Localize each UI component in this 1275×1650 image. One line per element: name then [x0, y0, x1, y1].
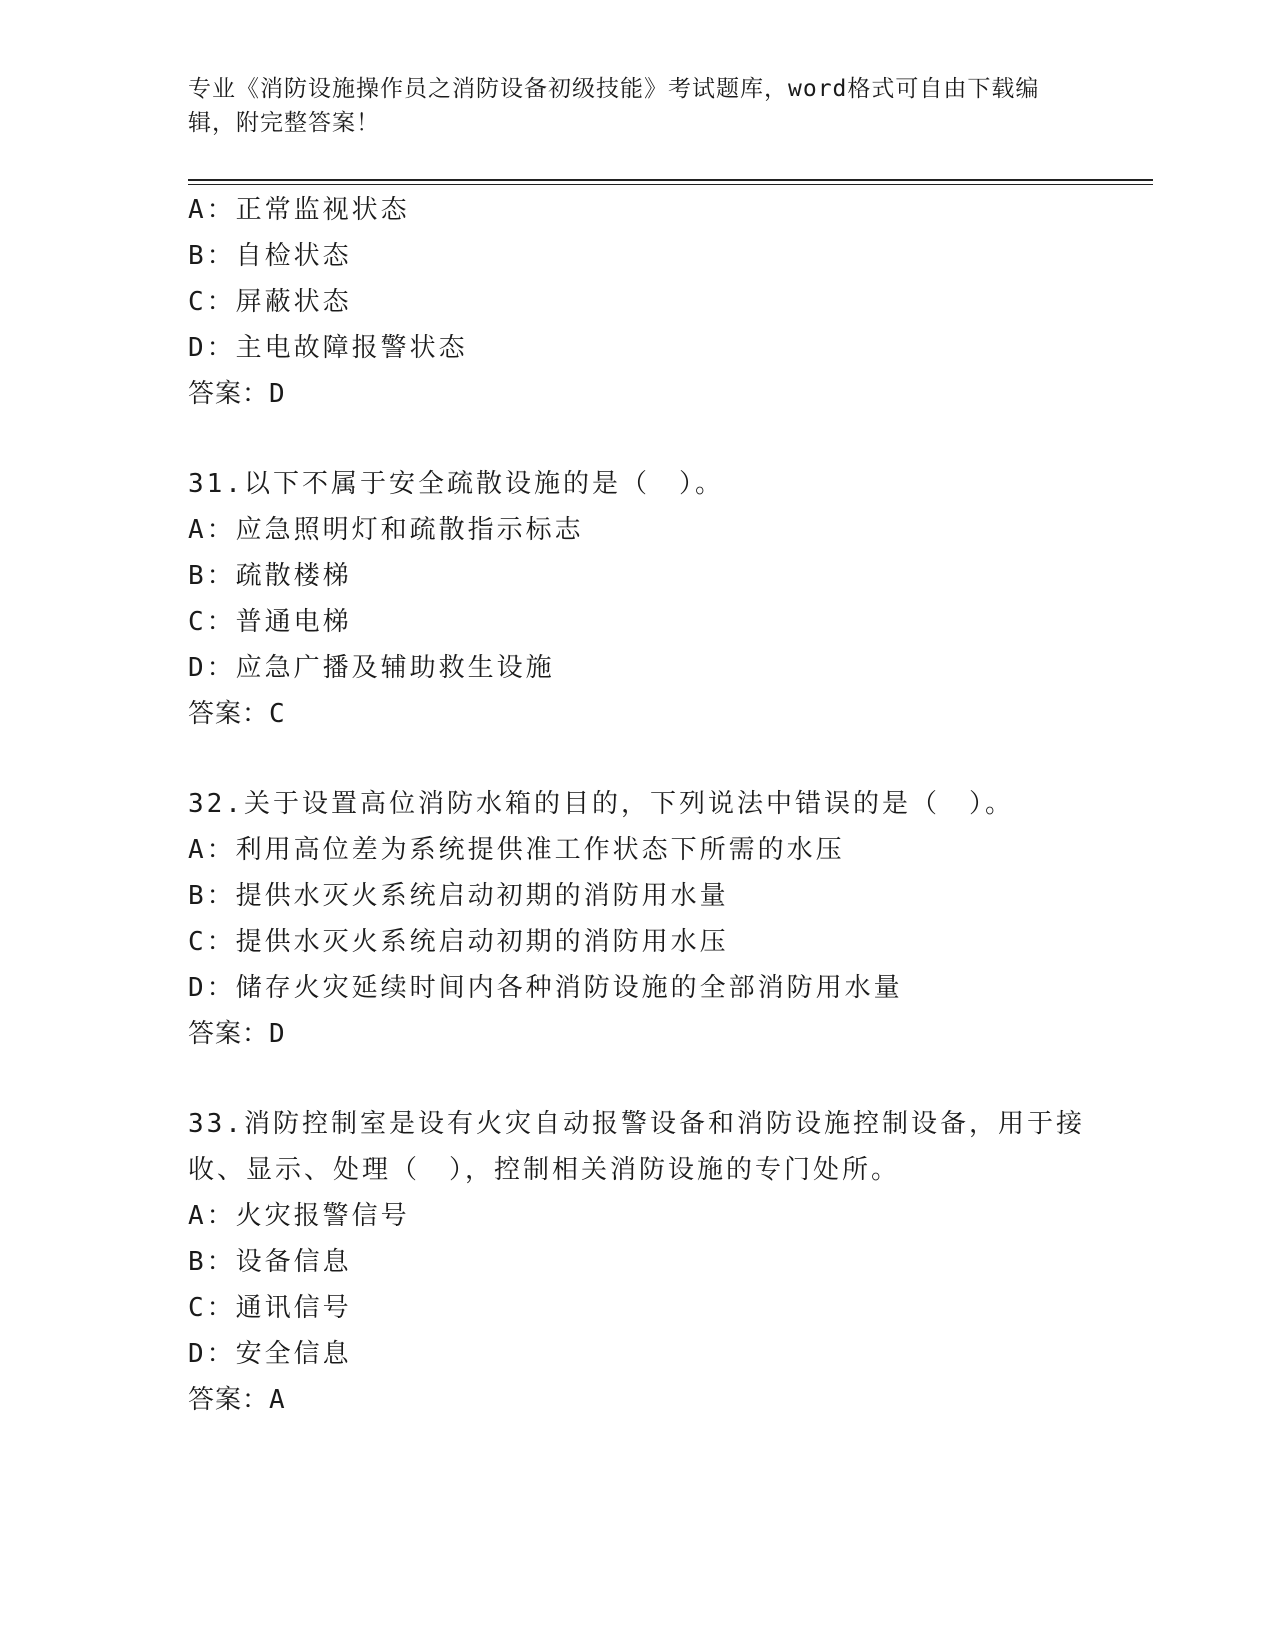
prev-question-block: [188, 187, 1088, 417]
option-text: 储存火灾延续时间内各种消防设施的全部消防用水量: [235, 973, 903, 1003]
question-33-block: [188, 1101, 1088, 1423]
option-d: [188, 1331, 1088, 1377]
header-line-1: 专业《消防设施操作员之消防设备初级技能》考试题库，word格式可自由下载编: [188, 76, 1040, 102]
option-text: 应急广播及辅助救生设施: [235, 653, 555, 683]
document-header: [188, 72, 1088, 140]
answer-line: [188, 371, 1088, 417]
option-label: D：: [188, 1339, 236, 1369]
answer-value: A: [269, 1385, 286, 1415]
question-gap: [188, 737, 1088, 781]
option-label: C：: [188, 607, 236, 637]
question-33-text-line-1: 33.消防控制室是设有火灾自动报警设备和消防设施控制设备，用于接: [188, 1109, 1085, 1139]
option-a: [188, 827, 1088, 873]
answer-line: [188, 1011, 1088, 1057]
question-31-block: [188, 461, 1088, 737]
answer-label: 答案：: [188, 379, 270, 409]
option-text: 利用高位差为系统提供准工作状态下所需的水压: [235, 835, 845, 865]
answer-label: 答案：: [188, 1385, 270, 1415]
answer-value: D: [269, 1019, 286, 1049]
option-c: [188, 1285, 1088, 1331]
question-31-text: 31.以下不属于安全疏散设施的是（ ）。: [188, 469, 724, 499]
option-b: [188, 233, 1088, 279]
option-label: B：: [188, 241, 236, 271]
option-text: 安全信息: [235, 1339, 352, 1369]
option-text: 通讯信号: [235, 1293, 352, 1323]
option-a: [188, 507, 1088, 553]
option-label: A：: [188, 515, 236, 545]
option-b: [188, 1239, 1088, 1285]
option-a: [188, 187, 1088, 233]
option-label: A：: [188, 835, 236, 865]
option-text: 提供水灭火系统启动初期的消防用水压: [235, 927, 729, 957]
option-text: 应急照明灯和疏散指示标志: [235, 515, 584, 545]
option-text: 主电故障报警状态: [235, 333, 468, 363]
option-text: 屏蔽状态: [235, 287, 352, 317]
option-label: B：: [188, 881, 236, 911]
option-label: C：: [188, 287, 236, 317]
answer-line: [188, 1377, 1088, 1423]
option-c: [188, 919, 1088, 965]
option-label: A：: [188, 1201, 236, 1231]
option-label: C：: [188, 1293, 236, 1323]
question-33-text-line-2: 收、显示、处理（ ），控制相关消防设施的专门处所。: [188, 1155, 901, 1185]
option-label: A：: [188, 195, 236, 225]
question-gap: [188, 417, 1088, 461]
option-text: 设备信息: [235, 1247, 352, 1277]
header-divider-thick: [188, 179, 1153, 181]
answer-value: C: [269, 699, 286, 729]
header-line-2: 辑，附完整答案！: [188, 110, 380, 136]
option-text: 提供水灭火系统启动初期的消防用水量: [235, 881, 729, 911]
option-text: 自检状态: [235, 241, 352, 271]
option-d: [188, 645, 1088, 691]
option-text: 火灾报警信号: [235, 1201, 410, 1231]
option-text: 疏散楼梯: [235, 561, 352, 591]
option-text: 正常监视状态: [235, 195, 410, 225]
option-label: D：: [188, 333, 236, 363]
answer-value: D: [269, 379, 286, 409]
option-b: [188, 553, 1088, 599]
question-gap: [188, 1057, 1088, 1101]
question-32-block: [188, 781, 1088, 1057]
option-a: [188, 1193, 1088, 1239]
option-label: C：: [188, 927, 236, 957]
question-list: [188, 187, 1088, 1423]
option-text: 普通电梯: [235, 607, 352, 637]
option-label: B：: [188, 1247, 236, 1277]
answer-label: 答案：: [188, 1019, 270, 1049]
option-b: [188, 873, 1088, 919]
answer-line: [188, 691, 1088, 737]
option-label: B：: [188, 561, 236, 591]
question-32-text: 32.关于设置高位消防水箱的目的，下列说法中错误的是（ ）。: [188, 789, 1014, 819]
answer-label: 答案：: [188, 699, 270, 729]
header-divider-thin: [188, 184, 1153, 185]
option-d: [188, 325, 1088, 371]
option-c: [188, 279, 1088, 325]
option-d: [188, 965, 1088, 1011]
option-c: [188, 599, 1088, 645]
option-label: D：: [188, 973, 236, 1003]
option-label: D：: [188, 653, 236, 683]
